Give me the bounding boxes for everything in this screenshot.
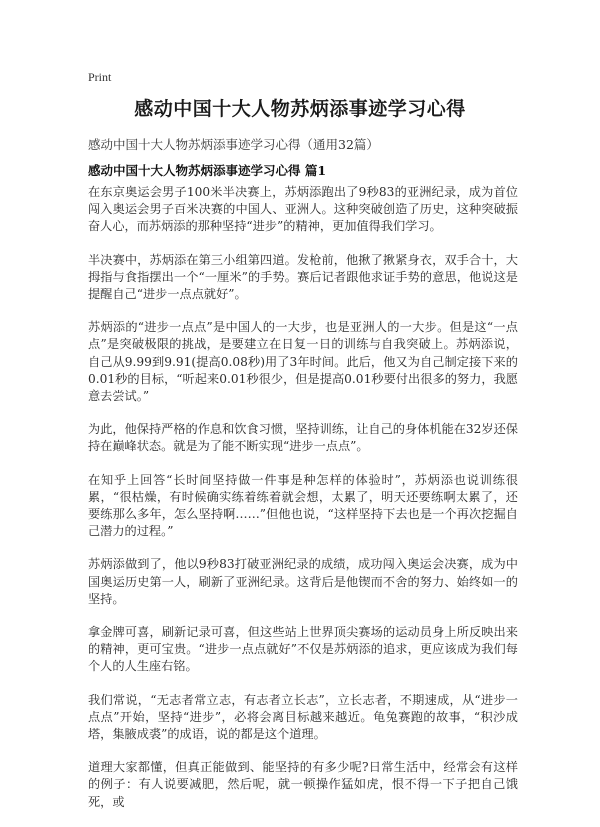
paragraph: 我们常说，“无志者常立志，有志者立长志”，立长志者，不期速成，从“进步一点点”开始，坚持“进步”，必将会离目标越来越近。龟兔赛跑的故事，“积沙成塔，集腋成裘”的成语，说的都是这个道理。 — [88, 692, 518, 742]
article-body — [88, 184, 518, 827]
paragraph: 苏炳添做到了，他以9秒83打破亚洲纪录的成绩，成功闯入奥运会决赛，成为中国奥运历史第一人，刷新了亚洲纪录。这背后是他锲而不舍的努力、始终如一的坚持。 — [88, 557, 518, 606]
print-link[interactable]: Print — [88, 70, 112, 84]
paragraph: 在知乎上回答“长时间坚持做一件事是种怎样的体验时”，苏炳添也说训练很累，“很枯燥，有时候确实练着练着就会想，太累了，明天还要练啊太累了，还要练那么多年，怎么坚持啊……”但他也说，“这样坚持下去也是一个再次挖掘自己潜力的过程。” — [88, 472, 518, 539]
page-title: 感动中国十大人物苏炳添事迹学习心得 — [134, 98, 466, 120]
paragraph: 半决赛中，苏炳添在第三小组第四道。发枪前，他揪了揪紧身衣，双手合十，大拇指与食指摆出一个“一厘米”的手势。赛后记者跟他求证手势的意思，他说这是提醒自己“进步一点点就好”。 — [88, 252, 518, 302]
document-subtitle: 感动中国十大人物苏炳添事迹学习心得（通用32篇） — [88, 137, 379, 152]
paragraph: 拿金牌可喜，刷新记录可喜，但这些站上世界顶尖赛场的运动员身上所反映出来的精神，更可宝贵。“进步一点点就好”不仅是苏炳添的追求，更应该成为我们每个人的人生座右铭。 — [88, 625, 518, 674]
paragraph: 在东京奥运会男子100米半决赛上，苏炳添跑出了9秒83的亚洲纪录，成为首位闯入奥运会男子百米决赛的中国人、亚洲人。这种突破创造了历史，这种突破振奋人心，而苏炳添的那种坚持“进步”的精神，更加值得我们学习。 — [88, 185, 518, 234]
paragraph: 为此，他保持严格的作息和饮食习惯，坚持训练，让自己的身体机能在32岁还保持在巅峰状态。就是为了能不断实现“进步一点点”。 — [88, 422, 518, 454]
paragraph: 苏炳添的“进步一点点”是中国人的一大步，也是亚洲人的一大步。但是这“一点点”是突破极限的挑战，是要建立在日复一日的训练与自我突破上。苏炳添说，自己从9.99到9.91(提高0.08秒)用了3年时间。此后，他又为自己制定接下来的0.01秒的目标，“听起来0.01秒很少，但是提高0.01秒要付出很多的努力，我愿意去尝试。” — [88, 320, 518, 404]
paragraph: 道理大家都懂，但真正能做到、能坚持的有多少呢?日常生活中，经常会有这样的例子：有人说要减肥，然后呢，就一顿操作猛如虎，恨不得一下子把自己饿死，或 — [88, 760, 518, 809]
section-heading: 感动中国十大人物苏炳添事迹学习心得 篇1 — [88, 163, 327, 178]
